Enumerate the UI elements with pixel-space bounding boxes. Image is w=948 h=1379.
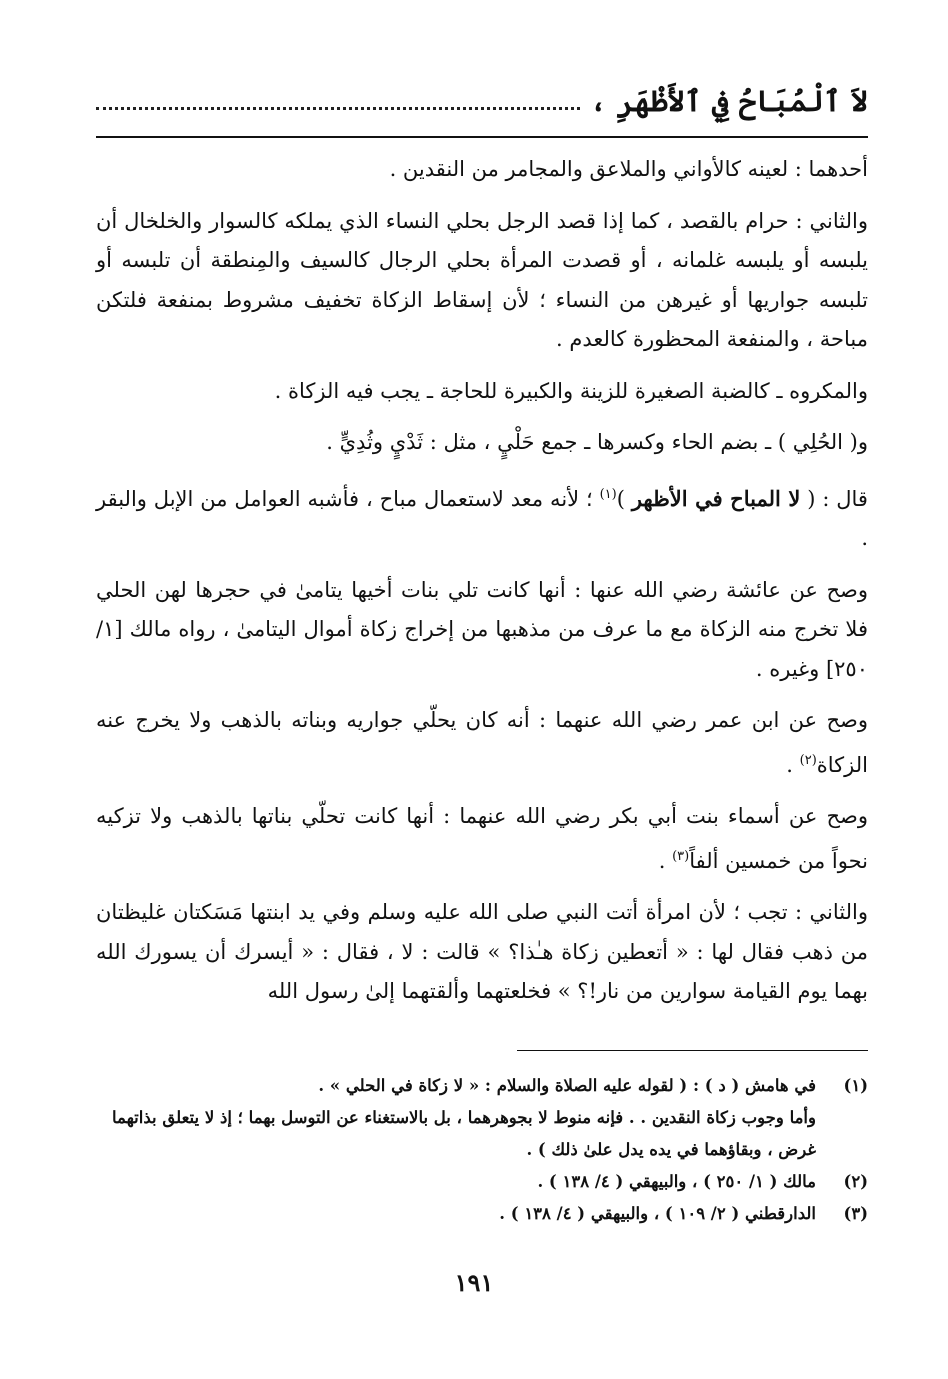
p8-end: . — [658, 848, 673, 873]
footnote-text: الدارقطني ( ٢/ ١٠٩ ) ، والبيهقي ( ٤/ ١٣٨ ) . — [499, 1204, 816, 1223]
footnotes — [96, 1070, 868, 1230]
footnote-number: (٣) — [843, 1204, 868, 1223]
footnote-ref-2[interactable]: (٢) — [799, 752, 817, 768]
header-dot-leader — [96, 106, 580, 110]
paragraph-5 — [96, 475, 868, 559]
paragraph-9: والثاني : تجب ؛ لأن امرأة أتت النبي صلى الله عليه وسلم وفي يد ابنتها مَسَكتان غليظتان من ذهب فقال لها : « أتعطين زكاة هـٰذا؟ » قالت : لا ، فقال : « أيسرك أن يسورك الله بهما يوم القيامة سوارين من نار!؟ » فخلعتهما وألقتهما إلىٰ رسول الله — [96, 900, 868, 1003]
paragraph-3: والمكروه ـ كالضبة الصغيرة للزينة والكبيرة للحاجة ـ يجب فيه الزكاة . — [274, 378, 868, 403]
footnote-1-continuation: وأما وجوب زكاة النقدين . . فإنه منوط لا بجوهرهما ، بل بالاستغناء عن التوسل بهما ؛ إذ لا يتعلق بذاتهما غرض ، وبقاؤهما في يده يدل علىٰ ذلك ) . — [112, 1108, 816, 1159]
header-rule — [96, 136, 868, 138]
footnote-3 — [96, 1198, 868, 1230]
matn-quote: لا المباح في الأظهر — [631, 485, 801, 511]
footnote-ref-1[interactable]: (١) — [599, 486, 617, 502]
footnote-ref-3[interactable]: (٣) — [672, 848, 690, 864]
paragraph-6: وصح عن عائشة رضي الله عنها : أنها كانت تلي بنات أخيها يتامىٰ في حجرها لهن الحلي فلا تخرج منه الزكاة مع ما عرف من مذهبها من إخراج زكاة أموال اليتامىٰ ، رواه مالك [١/ ٢٥٠] وغيره . — [96, 577, 868, 681]
footnote-number: (١) — [843, 1076, 868, 1095]
chapter-heading: لاَ ٱلْمُبَاحُ فِي ٱلأَظْهَرِ ، — [589, 84, 868, 118]
footnote-text: في هامش ( د ) : ( لقوله عليه الصلاة والسلام : « لا زكاة في الحلي » . — [318, 1076, 816, 1095]
footnote-number: (٢) — [843, 1172, 868, 1191]
paragraph-2: والثاني : حرام بالقصد ، كما إذا قصد الرجل بحلي النساء الذي يملكه كالسوار والخلخال أن يلبسه أو يلبسه غلمانه ، أو قصدت المرأة بحلي الرجال كالسيف والمِنطقة أن تلبسه أو تلبسه جواريها أو غيرهن من النساء ؛ لأن إسقاط الزكاة تخفيف مشروط بمنفعة فلتكن مباحة ، والمنفعة المحظورة كالعدم . — [96, 208, 868, 351]
footnote-1 — [96, 1070, 868, 1102]
p7-text: وصح عن ابن عمر رضي الله عنهما : أنه كان يحلّي جواريه وبناته بالذهب ولا يخرج عنه الزكاة — [96, 708, 868, 777]
p8-text: وصح عن أسماء بنت أبي بكر رضي الله عنهما : أنها كانت تحلّي بناتها بالذهب ولا تزكيه نحواً من خمسين ألفاً — [96, 804, 868, 873]
page-number: ١٩١ — [454, 1268, 494, 1297]
p5-lead: قال : ( — [800, 486, 868, 511]
footnote-2 — [96, 1166, 868, 1198]
footnote-separator — [517, 1050, 868, 1051]
paragraph-8 — [96, 797, 868, 881]
footnote-text: مالك ( ١/ ٢٥٠ ) ، والبيهقي ( ٤/ ١٣٨ ) . — [537, 1172, 816, 1191]
paragraph-4: و( الحُلِي ) ـ بضم الحاء وكسرها ـ جمع حَلْيٍ ، مثل : ثَدْيٍ وثُدِيٍّ . — [326, 430, 868, 454]
paragraph-1: أحدهما : لعينه كالأواني والملاعق والمجامر من النقدين . — [389, 157, 868, 181]
p5-close: ) — [616, 486, 632, 511]
p7-end: . — [786, 752, 800, 777]
paragraph-7 — [96, 701, 868, 785]
p5-rest: ؛ لأنه معد لاستعمال مباح ، فأشبه العوامل من الإبل والبقر . — [96, 486, 868, 550]
running-header — [96, 78, 868, 118]
main-text — [96, 150, 868, 1024]
